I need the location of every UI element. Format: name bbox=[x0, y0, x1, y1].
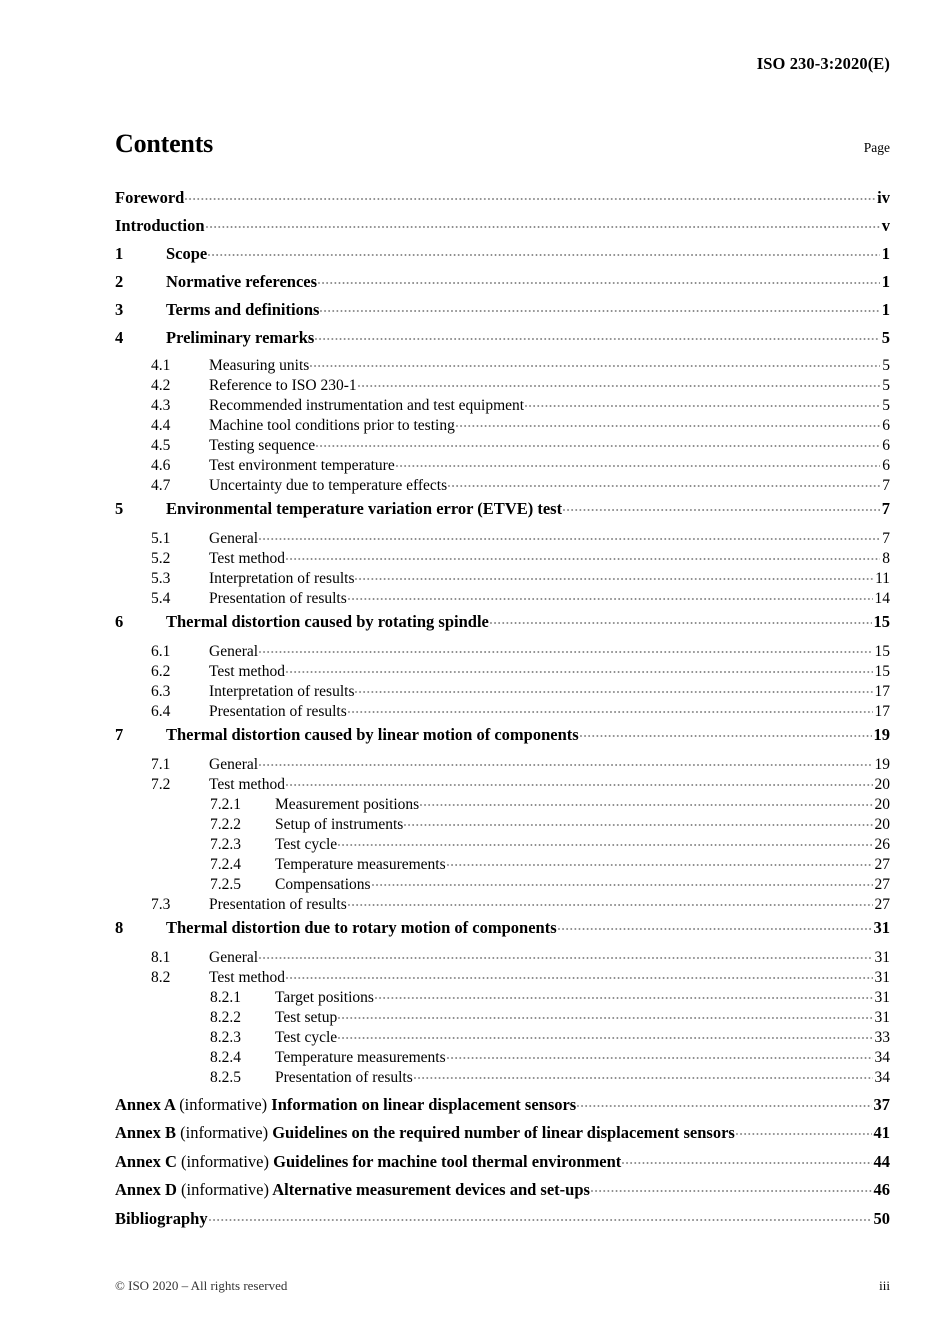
toc-entry-number: 8.2.1 bbox=[210, 988, 241, 1006]
dot-leader bbox=[563, 497, 880, 514]
toc-entry[interactable] bbox=[115, 813, 890, 833]
toc-entry[interactable] bbox=[115, 660, 890, 680]
document-footer bbox=[115, 1279, 890, 1297]
annex-prefix: Bibliography bbox=[115, 1208, 208, 1228]
dot-leader bbox=[736, 1122, 872, 1139]
toc-entry-number: 5.1 bbox=[151, 529, 171, 547]
toc-entry-page: 5 bbox=[882, 356, 890, 374]
toc-entry[interactable] bbox=[115, 1046, 890, 1066]
toc-entry-label: Presentation of results bbox=[209, 702, 347, 720]
toc-entry-page: 50 bbox=[873, 1208, 890, 1228]
toc-entry[interactable] bbox=[115, 893, 890, 913]
toc-entry-page: 27 bbox=[874, 895, 890, 913]
toc-entry-number: 4.1 bbox=[151, 356, 171, 374]
toc-entry-number: 8.2.5 bbox=[210, 1068, 241, 1086]
toc-entry[interactable] bbox=[115, 946, 890, 966]
toc-entry[interactable] bbox=[115, 270, 890, 298]
toc-entry-label: General bbox=[209, 529, 259, 547]
toc-entry-label: Test method bbox=[209, 549, 285, 567]
dot-leader bbox=[420, 793, 872, 809]
dot-leader bbox=[558, 916, 872, 933]
dot-leader bbox=[591, 1179, 872, 1196]
toc-entry-page: 46 bbox=[873, 1180, 890, 1199]
toc-entry-number: 7.2.5 bbox=[210, 875, 241, 893]
toc-entry-label: Scope bbox=[166, 243, 208, 263]
toc-entry-label: Test method bbox=[209, 775, 285, 793]
toc-entry-label bbox=[115, 1208, 208, 1228]
toc-entry[interactable] bbox=[115, 833, 890, 853]
toc-entry-page: 5 bbox=[882, 376, 890, 394]
toc-entry-label: Introduction bbox=[115, 215, 205, 235]
toc-entry-number: 8.1 bbox=[151, 948, 171, 966]
toc-entry-label: General bbox=[209, 642, 259, 660]
toc-entry-number: 8.2.2 bbox=[210, 1008, 241, 1026]
toc-entry-label: Thermal distortion caused by rotating spindle bbox=[166, 611, 489, 631]
toc-entry-label: Compensations bbox=[275, 875, 371, 893]
dot-leader bbox=[259, 640, 872, 656]
toc-entry-page: 15 bbox=[873, 611, 890, 631]
toc-entry[interactable] bbox=[115, 720, 890, 753]
toc-entry[interactable] bbox=[115, 1066, 890, 1086]
toc-entry[interactable] bbox=[115, 1026, 890, 1046]
toc-entry[interactable] bbox=[115, 567, 890, 587]
toc-entry-page: 6 bbox=[882, 436, 890, 454]
toc-entry[interactable] bbox=[115, 186, 890, 214]
dot-leader bbox=[525, 394, 880, 410]
footer-page-number: iii bbox=[879, 1278, 890, 1293]
toc-entry-label bbox=[115, 1151, 622, 1171]
toc-entry-label: Interpretation of results bbox=[209, 682, 355, 700]
copyright-notice: © ISO 2020 – All rights reserved bbox=[115, 1278, 288, 1293]
toc-entry-number: 7 bbox=[115, 724, 124, 744]
dot-leader bbox=[286, 660, 873, 676]
dot-leader bbox=[348, 587, 873, 603]
dot-leader bbox=[209, 1207, 872, 1224]
toc-entry-page: 34 bbox=[874, 1068, 890, 1086]
dot-leader bbox=[259, 527, 880, 543]
dot-leader bbox=[447, 1046, 873, 1062]
toc-entry[interactable] bbox=[115, 1179, 890, 1208]
toc-entry-label: Thermal distortion due to rotary motion of components bbox=[166, 917, 557, 937]
toc-entry[interactable] bbox=[115, 753, 890, 773]
dot-leader bbox=[310, 354, 880, 370]
toc-entry-page: 37 bbox=[873, 1094, 890, 1114]
toc-entry-label: Normative references bbox=[166, 271, 318, 291]
dot-leader bbox=[448, 474, 880, 490]
dot-leader bbox=[185, 186, 875, 203]
toc-entry-page: 31 bbox=[873, 917, 890, 937]
dot-leader bbox=[318, 270, 880, 287]
page-column-header: Page bbox=[863, 140, 890, 155]
toc-entry-page: 6 bbox=[882, 456, 890, 474]
toc-entry-label: Preliminary remarks bbox=[166, 327, 315, 347]
toc-entry-label: Foreword bbox=[115, 187, 185, 207]
toc-entry-page: 15 bbox=[874, 642, 890, 660]
dot-leader bbox=[259, 946, 872, 962]
toc-entry-page: 31 bbox=[874, 968, 890, 986]
toc-entry-label: Environmental temperature variation error (ETVE) test bbox=[166, 498, 563, 518]
toc-entry-label bbox=[115, 1125, 735, 1142]
toc-entry-page: iv bbox=[877, 187, 890, 207]
annex-prefix: Annex D bbox=[115, 1180, 182, 1199]
running-header: ISO 230-3:2020(E) bbox=[756, 54, 890, 73]
dot-leader bbox=[286, 773, 873, 789]
toc-entry-page: 6 bbox=[882, 416, 890, 434]
dot-leader bbox=[358, 374, 881, 390]
toc-entry-label: Test method bbox=[209, 662, 285, 680]
toc-entry-number: 3 bbox=[115, 299, 124, 319]
toc-entry[interactable] bbox=[115, 214, 890, 242]
toc-entry-page: 7 bbox=[882, 476, 890, 494]
toc-entry[interactable] bbox=[115, 607, 890, 640]
toc-entry-number: 4.6 bbox=[151, 456, 171, 474]
dot-leader bbox=[259, 753, 872, 769]
toc-entry-number: 5.3 bbox=[151, 569, 171, 587]
toc-entry[interactable] bbox=[115, 700, 890, 720]
toc-entry[interactable] bbox=[115, 414, 890, 434]
dot-leader bbox=[396, 454, 881, 470]
toc-entry-number: 5.2 bbox=[151, 549, 171, 567]
toc-entry-page: 33 bbox=[874, 1028, 890, 1046]
annex-prefix: Annex C bbox=[115, 1151, 182, 1171]
toc-entry-label: Temperature measurements bbox=[275, 855, 446, 873]
toc-entry[interactable] bbox=[115, 1006, 890, 1026]
toc-entry[interactable] bbox=[115, 1207, 890, 1236]
toc-entry-number: 7.2.4 bbox=[210, 855, 241, 873]
toc-entry-page: 20 bbox=[874, 775, 890, 793]
annex-qualifier: (informative) bbox=[179, 1094, 268, 1114]
toc-entry-number: 8 bbox=[115, 917, 124, 937]
toc-entry[interactable] bbox=[115, 374, 890, 394]
annex-title: Alternative measurement devices and set-ups bbox=[268, 1180, 590, 1199]
annex-title: Guidelines for machine tool thermal environment bbox=[268, 1151, 622, 1171]
toc-entry[interactable] bbox=[115, 354, 890, 374]
toc-entry-number: 6.2 bbox=[151, 662, 171, 680]
dot-leader bbox=[580, 723, 872, 740]
toc-entry-number: 4.3 bbox=[151, 396, 171, 414]
dot-leader bbox=[447, 853, 873, 869]
dot-leader bbox=[355, 567, 873, 583]
toc-entry-number: 6.1 bbox=[151, 642, 171, 660]
toc-entry[interactable] bbox=[115, 640, 890, 660]
toc-entry-page: v bbox=[881, 215, 890, 235]
toc-entry-page: 19 bbox=[873, 724, 890, 744]
toc-entry[interactable] bbox=[115, 494, 890, 527]
toc-entry-page: 20 bbox=[874, 815, 890, 833]
toc-entry-label: Test setup bbox=[275, 1008, 338, 1026]
dot-leader bbox=[355, 680, 872, 696]
toc-entry-number: 6.4 bbox=[151, 702, 171, 720]
page-title: Contents bbox=[115, 129, 214, 158]
toc-entry[interactable] bbox=[115, 1150, 890, 1179]
toc-entry-page: 5 bbox=[882, 396, 890, 414]
toc-entry[interactable] bbox=[115, 547, 890, 567]
toc-entry-label: Recommended instrumentation and test equipment bbox=[209, 396, 525, 414]
toc-entry-page: 17 bbox=[874, 702, 890, 720]
toc-entry[interactable] bbox=[115, 1122, 890, 1151]
toc-entry-number: 8.2.4 bbox=[210, 1048, 241, 1066]
dot-leader bbox=[456, 414, 880, 430]
dot-leader bbox=[348, 893, 873, 909]
dot-leader bbox=[414, 1066, 873, 1082]
toc-entry-label: Interpretation of results bbox=[209, 569, 355, 587]
toc-entry-number: 4.4 bbox=[151, 416, 171, 434]
annex-prefix: Annex B bbox=[115, 1123, 181, 1142]
toc-entry-number: 2 bbox=[115, 271, 124, 291]
dot-leader bbox=[206, 214, 880, 231]
toc-entry-page: 17 bbox=[874, 682, 890, 700]
toc-entry[interactable] bbox=[115, 773, 890, 793]
toc-entry-page: 26 bbox=[874, 835, 890, 853]
toc-entry-label: Test cycle bbox=[275, 1028, 338, 1046]
toc-entry-number: 7.2.2 bbox=[210, 815, 241, 833]
toc-entry-number: 6.3 bbox=[151, 682, 171, 700]
toc-entry[interactable] bbox=[115, 527, 890, 547]
annex-title: Information on linear displacement sensors bbox=[267, 1094, 577, 1114]
annex-title: Guidelines on the required number of linear displacement sensors bbox=[268, 1123, 735, 1142]
toc-entry-number: 7.2.1 bbox=[210, 795, 241, 813]
toc-entry-page: 31 bbox=[874, 988, 890, 1006]
dot-leader bbox=[320, 298, 879, 315]
toc-entry[interactable] bbox=[115, 853, 890, 873]
toc-entry-label: Target positions bbox=[275, 988, 374, 1006]
dot-leader bbox=[315, 326, 879, 343]
toc-entry-page: 7 bbox=[881, 498, 890, 518]
annex-qualifier: (informative) bbox=[180, 1123, 269, 1142]
toc-entry-page: 27 bbox=[874, 875, 890, 893]
toc-entry-number: 1 bbox=[115, 243, 124, 263]
toc-entry-label: Presentation of results bbox=[209, 895, 347, 913]
toc-entry-label: Thermal distortion caused by linear motion of components bbox=[166, 724, 579, 744]
dot-leader bbox=[490, 610, 872, 627]
dot-leader bbox=[404, 813, 872, 829]
dot-leader bbox=[208, 242, 880, 259]
toc-entry-label: Test method bbox=[209, 968, 285, 986]
toc-entry-number: 4.5 bbox=[151, 436, 171, 454]
toc-entry[interactable] bbox=[115, 434, 890, 454]
toc-entry-number: 8.2 bbox=[151, 968, 171, 986]
toc-entry-page: 5 bbox=[881, 327, 890, 347]
toc-entry-label: Testing sequence bbox=[209, 436, 316, 454]
dot-leader bbox=[286, 547, 880, 563]
toc-entry-number: 4.7 bbox=[151, 476, 171, 494]
toc-entry-page: 7 bbox=[882, 529, 890, 547]
toc-entry-page: 1 bbox=[881, 243, 890, 263]
toc-entry-page: 8 bbox=[882, 549, 890, 567]
toc-entry-number: 6 bbox=[115, 611, 124, 631]
dot-leader bbox=[375, 986, 873, 1002]
toc-entry[interactable] bbox=[115, 966, 890, 986]
toc-entry-label: Machine tool conditions prior to testing bbox=[209, 416, 455, 434]
table-of-contents bbox=[115, 186, 890, 1236]
toc-entry-page: 14 bbox=[874, 589, 890, 607]
dot-leader bbox=[286, 966, 873, 982]
toc-entry-label: Reference to ISO 230-1 bbox=[209, 376, 357, 394]
toc-entry-number: 4.2 bbox=[151, 376, 171, 394]
annex-qualifier: (informative) bbox=[181, 1180, 269, 1199]
toc-entry-label: Temperature measurements bbox=[275, 1048, 446, 1066]
toc-entry-number: 5.4 bbox=[151, 589, 171, 607]
toc-entry-page: 44 bbox=[873, 1151, 890, 1171]
toc-entry-page: 31 bbox=[874, 948, 890, 966]
annex-qualifier: (informative) bbox=[181, 1151, 269, 1171]
toc-entry[interactable] bbox=[115, 474, 890, 494]
toc-entry-label: Test cycle bbox=[275, 835, 338, 853]
dot-leader bbox=[622, 1150, 871, 1167]
toc-entry[interactable] bbox=[115, 913, 890, 946]
toc-entry-label: General bbox=[209, 948, 259, 966]
dot-leader bbox=[372, 873, 873, 889]
toc-entry-page: 1 bbox=[881, 271, 890, 291]
toc-entry-number: 5 bbox=[115, 498, 124, 518]
toc-entry-label: Setup of instruments bbox=[275, 815, 404, 833]
toc-entry-page: 34 bbox=[874, 1048, 890, 1066]
toc-entry[interactable] bbox=[115, 986, 890, 1006]
toc-entry[interactable] bbox=[115, 587, 890, 607]
toc-entry[interactable] bbox=[115, 454, 890, 474]
toc-entry-label: General bbox=[209, 755, 259, 773]
toc-entry-number: 7.2.3 bbox=[210, 835, 241, 853]
toc-entry-page: 31 bbox=[874, 1008, 890, 1026]
toc-entry-page: 41 bbox=[873, 1123, 890, 1142]
toc-entry[interactable] bbox=[115, 394, 890, 414]
toc-entry-number: 4 bbox=[115, 327, 124, 347]
dot-leader bbox=[338, 1006, 872, 1022]
toc-entry-label: Uncertainty due to temperature effects bbox=[209, 476, 448, 494]
annex-prefix: Annex A bbox=[115, 1094, 180, 1114]
dot-leader bbox=[577, 1093, 871, 1110]
toc-entry-label: Measurement positions bbox=[275, 795, 420, 813]
dot-leader bbox=[338, 833, 872, 849]
toc-entry[interactable] bbox=[115, 242, 890, 270]
contents-title-row bbox=[115, 130, 890, 164]
toc-entry-label: Presentation of results bbox=[275, 1068, 413, 1086]
toc-entry-label bbox=[115, 1094, 577, 1114]
toc-entry[interactable] bbox=[115, 793, 890, 813]
toc-entry-page: 20 bbox=[874, 795, 890, 813]
toc-entry-page: 15 bbox=[874, 662, 890, 680]
toc-entry-page: 1 bbox=[881, 299, 890, 319]
toc-entry-number: 8.2.3 bbox=[210, 1028, 241, 1046]
toc-entry[interactable] bbox=[115, 326, 890, 354]
dot-leader bbox=[316, 434, 880, 450]
toc-entry[interactable] bbox=[115, 680, 890, 700]
toc-entry-page: 11 bbox=[875, 569, 890, 587]
toc-entry-number: 7.1 bbox=[151, 755, 171, 773]
dot-leader bbox=[348, 700, 873, 716]
toc-entry-page: 19 bbox=[874, 755, 890, 773]
toc-entry-label: Terms and definitions bbox=[166, 299, 320, 319]
toc-entry[interactable] bbox=[115, 298, 890, 326]
toc-entry-label: Presentation of results bbox=[209, 589, 347, 607]
toc-entry[interactable] bbox=[115, 1086, 890, 1122]
toc-entry-label: Measuring units bbox=[209, 356, 310, 374]
toc-entry-page: 27 bbox=[874, 855, 890, 873]
toc-entry-label: Test environment temperature bbox=[209, 456, 395, 474]
toc-entry-number: 7.3 bbox=[151, 895, 171, 913]
toc-entry-number: 7.2 bbox=[151, 775, 171, 793]
toc-entry-label bbox=[115, 1182, 590, 1199]
dot-leader bbox=[338, 1026, 872, 1042]
toc-entry[interactable] bbox=[115, 873, 890, 893]
